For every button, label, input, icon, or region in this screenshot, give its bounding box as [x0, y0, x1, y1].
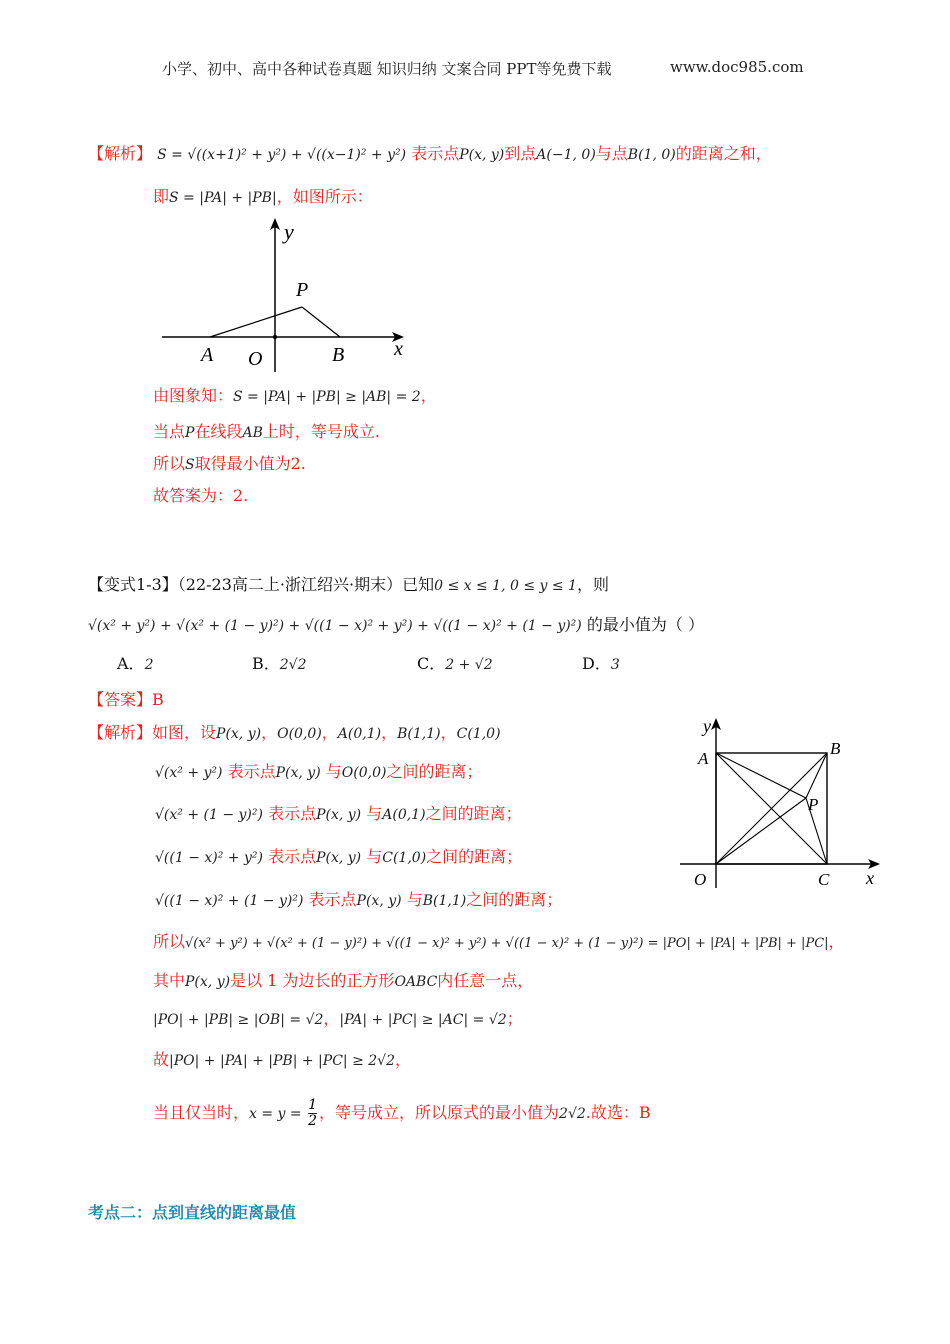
origin-dot — [273, 335, 277, 339]
question-line2: √(x² + y²) + √(x² + (1 − y)²) + √((1 − x)² + y²) + √((1 − x)² + (1 − y)²) 的最小值为（ ） — [88, 615, 704, 634]
label-x: x — [394, 338, 403, 360]
label-o: O — [248, 348, 263, 370]
figure-square-oabc — [678, 712, 888, 892]
label-y: y — [284, 219, 294, 244]
solution1-line5: 所以S取得最小值为2. — [153, 454, 306, 473]
label-p: P — [808, 795, 819, 814]
label-a: A — [698, 749, 709, 768]
solution2-line5: √((1 − x)² + (1 − y)²) 表示点P(x, y) 与B(1,1)之间的距离； — [155, 890, 563, 909]
label-y: y — [703, 716, 711, 736]
solution2-line10: 当且仅当时，x = y = $\frac{1}{2}$ ，等号成立，所以原式的最小值为2√2.故选：B — [153, 1097, 651, 1129]
segment-po — [716, 798, 806, 864]
solution2-line8: |PO| + |PB| ≥ |OB| = √2，|PA| + |PC| ≥ |AC| = √2； — [153, 1009, 523, 1028]
label-x: x — [866, 868, 874, 888]
label-p: P — [296, 279, 309, 301]
label-c: C — [818, 870, 830, 889]
label-b: B — [332, 344, 345, 366]
question-line1: 【变式1-3】（22-23高二上·浙江绍兴·期末）已知0 ≤ x ≤ 1, 0 ≤ y ≤ 1，则 — [88, 575, 609, 594]
solution2-line6: 所以√(x² + y²) + √(x² + (1 − y)²) + √((1 − x)² + y²) + √((1 − x)² + (1 − y)²) = |PO| + |PA| + |PB| + |PC|， — [153, 932, 845, 951]
solution1-line4: 当点P在线段AB上时，等号成立. — [153, 422, 380, 441]
segment-pa — [716, 753, 806, 798]
option-d[interactable]: D．3 — [582, 654, 620, 673]
solution2-line1: 【解析】如图，设P(x, y)，O(0,0)，A(0,1)，B(1,1)，C(1,0) — [88, 723, 501, 742]
solution2-line9: 故|PO| + |PA| + |PB| + |PC| ≥ 2√2， — [153, 1050, 412, 1069]
answer-line — [88, 687, 164, 710]
figure-coordinate-pab — [150, 212, 420, 377]
question-label: 【变式1-3】 — [88, 575, 178, 594]
header-url[interactable]: www.doc985.com — [670, 58, 804, 76]
option-b[interactable]: B．2√2 — [252, 654, 307, 673]
segment-pb — [302, 307, 340, 337]
segment-pb — [806, 753, 827, 798]
segment-pa — [210, 307, 302, 337]
answer-value: B — [152, 690, 164, 709]
label-b: B — [830, 739, 841, 758]
section-heading: 考点二：点到直线的距离最值 — [88, 1203, 297, 1222]
formula-s: S = √((x+1)² + y²) + √((x−1)² + y²) — [157, 147, 407, 163]
answer-label: 【答案】 — [88, 690, 153, 709]
option-a[interactable]: A．2 — [117, 654, 154, 673]
solution2-line7: 其中P(x, y)是以 1 为边长的正方形OABC内任意一点， — [153, 971, 534, 990]
solution2-line2: √(x² + y²) 表示点P(x, y) 与O(0,0)之间的距离； — [155, 762, 483, 781]
solution1-line6: 故答案为：2. — [153, 486, 249, 505]
solution-label: 【解析】 — [88, 144, 153, 163]
label-a: A — [201, 344, 214, 366]
label-o: O — [694, 870, 707, 889]
solution1-line3: 由图象知：S = |PA| + |PB| ≥ |AB| = 2， — [153, 386, 437, 405]
fraction-one-half: $\frac{1}{2}$ — [308, 1097, 318, 1129]
option-c[interactable]: C．2 + √2 — [417, 654, 493, 673]
solution2-line4: √((1 − x)² + y²) 表示点P(x, y) 与C(1,0)之间的距离； — [155, 847, 523, 866]
header-text: 小学、初中、高中各种试卷真题 知识归纳 文案合同 PPT等免费下载 — [162, 60, 612, 78]
solution2-line3: √(x² + (1 − y)²) 表示点P(x, y) 与A(0,1)之间的距离； — [155, 804, 522, 823]
question-expression: √(x² + y²) + √(x² + (1 − y)²) + √((1 − x)² + y²) + √((1 − x)² + (1 − y)²) — [88, 618, 582, 634]
solution1-line1: 【解析】 S = √((x+1)² + y²) + √((x−1)² + y²) 表示点P(x, y)到点A(−1, 0)与点B(1, 0)的距离之和， — [88, 144, 772, 163]
solution1-line2: 即S = |PA| + |PB|，如图所示： — [153, 187, 373, 206]
